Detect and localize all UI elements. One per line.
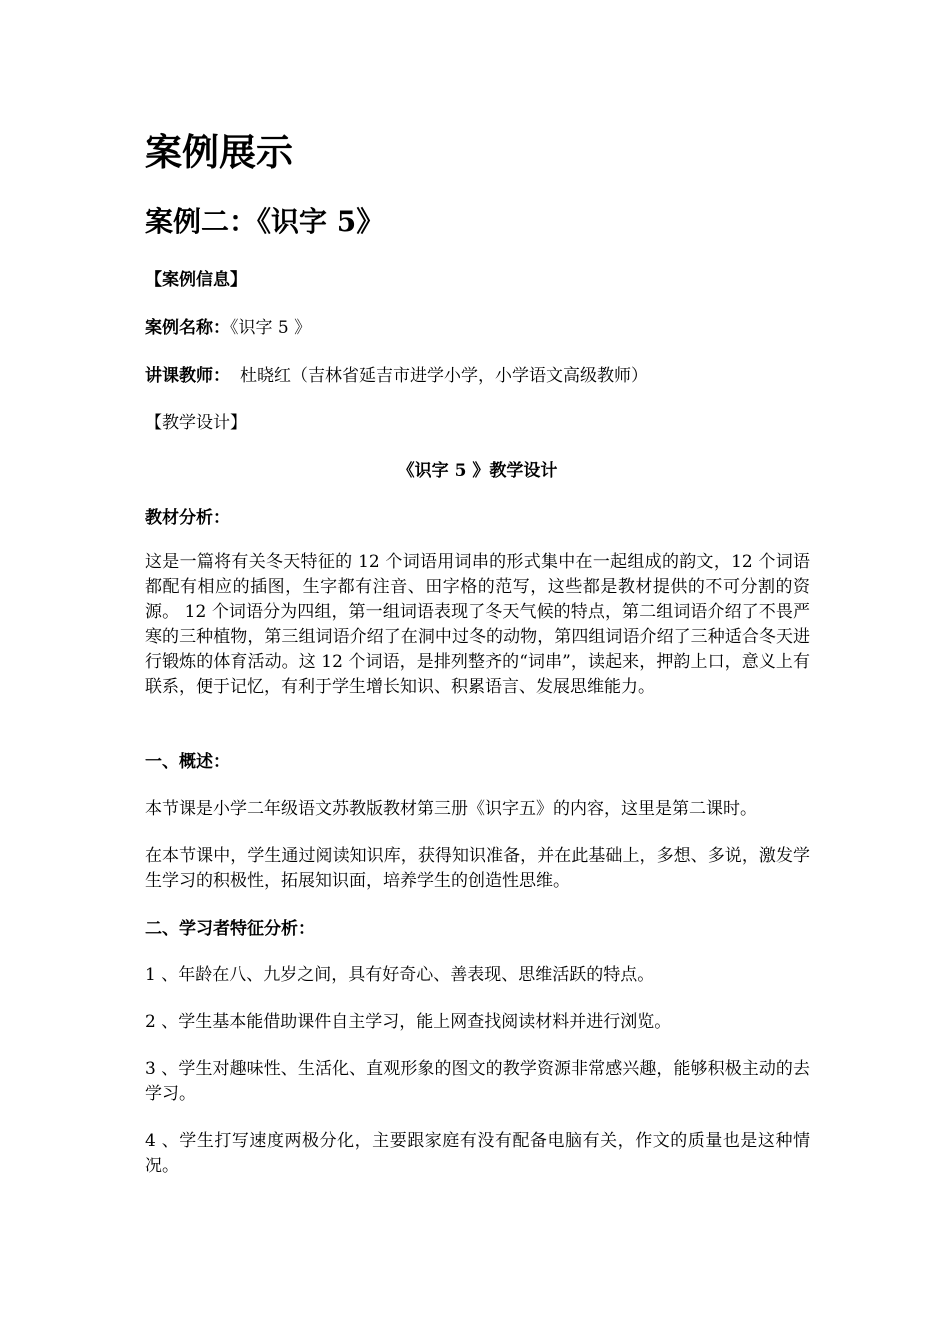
overview-paragraph-2: 在本节课中，学生通过阅读知识库，获得知识准备，并在此基础上，多想、多说，激发学生学习的积极性，拓展知识面，培养学生的创造性思维。 (145, 846, 810, 891)
analysis-heading: 教材分析： (145, 508, 230, 528)
case-title: 案例二：《识字 5》 (145, 205, 385, 238)
learner-item: 1 、年龄在八、九岁之间，具有好奇心、善表现、思维活跃的特点。 (145, 965, 655, 985)
case-name-value: 《识字 5 》 (230, 318, 312, 338)
learner-item: 2 、学生基本能借助课件自主学习，能上网查找阅读材料并进行浏览。 (145, 1012, 672, 1032)
case-name-row (145, 316, 311, 340)
case-name-label: 案例名称： (145, 318, 230, 338)
teacher-label: 讲课教师： (145, 366, 230, 386)
design-title: 《识字 5 》教学设计 (397, 461, 558, 481)
overview-paragraph-1: 本节课是小学二年级语文苏教版教材第三册《识字五》的内容，这里是第二课时。 (145, 799, 757, 819)
learner-item: 3 、学生对趣味性、生活化、直观形象的图文的教学资源非常感兴趣，能够积极主动的去学习。 (145, 1059, 810, 1104)
analysis-paragraph: 这是一篇将有关冬天特征的 12 个词语用词串的形式集中在一起组成的韵文，12 个词语都配有相应的插图，生字都有注音、田字格的范写，这些都是教材提供的不可分割的资源。 12 个词语分为四组，第一组词语表现了冬天气候的特点，第二组词语介绍了不畏严寒的三种植物，第三组词语介绍了在洞中过冬的动物，第四组词语介绍了三种适合冬天进行锻炼的体育活动。这 12 个词语，是排列整齐的“词串”，读起来，押韵上口，意义上有联系，便于记忆，有利于学生增长知识、积累语言、发展思维能力。 (145, 552, 810, 697)
learner-heading: 二、学习者特征分析： (145, 919, 315, 939)
main-title: 案例展示 (145, 130, 293, 174)
overview-heading: 一、概述： (145, 752, 230, 772)
teacher-row (145, 364, 648, 388)
design-header: 【教学设计】 (145, 413, 247, 433)
learner-item: 4 、学生打写速度两极分化，主要跟家庭有没有配备电脑有关，作文的质量也是这种情况。 (145, 1131, 810, 1176)
info-header: 【案例信息】 (145, 270, 247, 290)
teacher-value: 杜晓红（吉林省延吉市进学小学，小学语文高级教师） (240, 366, 648, 386)
